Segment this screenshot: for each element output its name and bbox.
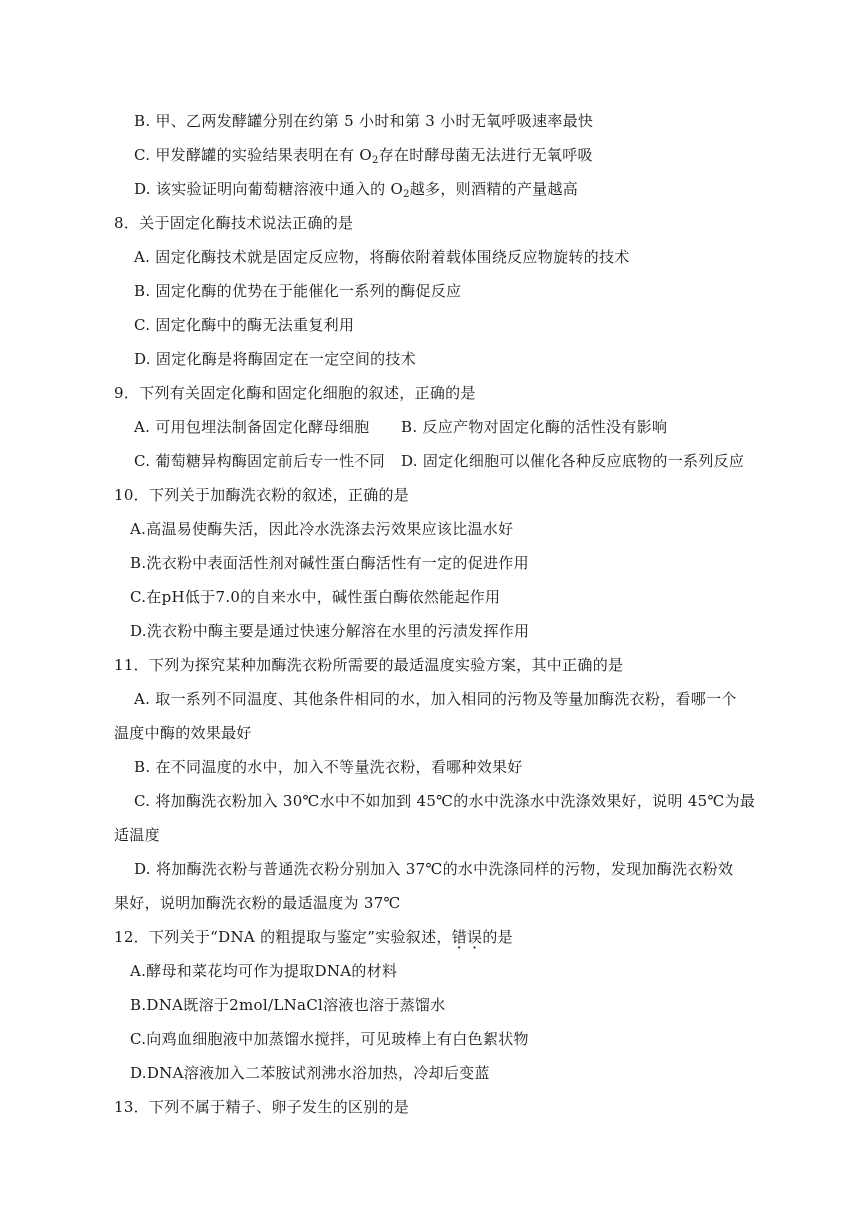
- q7c-text-pre: C. 甲发酵罐的实验结果表明在有 O: [134, 146, 372, 164]
- q10-option-c: C.在pH低于7.0的自来水中，碱性蛋白酶依然能起作用: [130, 588, 501, 606]
- q10-option-b: B.洗衣粉中表面活性剂对碱性蛋白酶活性有一定的促进作用: [130, 554, 529, 572]
- q10-stem: 10．下列关于加酶洗衣粉的叙述，正确的是: [114, 486, 410, 504]
- q13-stem: 13．下列不属于精子、卵子发生的区别的是: [114, 1098, 410, 1116]
- q12-option-d: D.DNA溶液加入二苯胺试剂沸水浴加热，冷却后变蓝: [130, 1064, 490, 1082]
- q12-stem: [114, 927, 513, 947]
- q9-option-b: B. 反应产物对固定化酶的活性没有影响: [401, 418, 668, 436]
- q10-option-a: A.高温易使酶失活，因此冷水洗涤去污效果应该比温水好: [130, 520, 514, 538]
- q9-stem: 9．下列有关固定化酶和固定化细胞的叙述，正确的是: [114, 384, 476, 402]
- q11-stem: 11．下列为探究某种加酶洗衣粉所需要的最适温度实验方案，其中正确的是: [114, 656, 624, 674]
- q12-emphasis-char-2: 误: [467, 928, 483, 946]
- q11-option-d-line2: 果好，说明加酶洗衣粉的最适温度为 37℃: [114, 894, 401, 912]
- q11-option-c-line2: 适温度: [114, 826, 160, 844]
- q11-option-b: B. 在不同温度的水中，加入不等量洗衣粉，看哪种效果好: [134, 758, 523, 776]
- q9-option-d: D. 固定化细胞可以催化各种反应底物的一系列反应: [401, 452, 745, 470]
- q8-option-c: C. 固定化酶中的酶无法重复利用: [134, 316, 355, 334]
- q7d-subscript: 2: [403, 189, 410, 200]
- q7-option-d: [134, 179, 578, 205]
- q12-stem-pre: 12．下列关于“DNA 的粗提取与鉴定”实验叙述，: [114, 928, 452, 946]
- q11-option-d-line1: D. 将加酶洗衣粉与普通洗衣粉分别加入 37℃的水中洗涤同样的污物，发现加酶洗衣粉效: [134, 860, 734, 878]
- q12-stem-post: 的是: [482, 928, 513, 946]
- q8-stem: 8．关于固定化酶技术说法正确的是: [114, 214, 354, 232]
- q12-option-a: A.酵母和菜花均可作为提取DNA的材料: [130, 962, 398, 980]
- q11-option-a-line2: 温度中酶的效果最好: [114, 724, 252, 742]
- q9-option-c: C. 葡萄糖异构酶固定前后专一性不同: [134, 452, 385, 470]
- q7d-text-post: 越多，则酒精的产量越高: [409, 180, 579, 198]
- q10-option-d: D.洗衣粉中酶主要是通过快速分解溶在水里的污渍发挥作用: [130, 622, 530, 640]
- q12-emphasis-char-1: 错: [451, 928, 467, 946]
- q7c-text-post: 存在时酵母菌无法进行无氧呼吸: [378, 146, 593, 164]
- q7-option-b: B. 甲、乙两发酵罐分别在约第 5 小时和第 3 小时无氧呼吸速率最快: [134, 112, 594, 130]
- q7-option-c: [134, 145, 593, 171]
- q8-option-d: D. 固定化酶是将酶固定在一定空间的技术: [134, 350, 417, 368]
- q11-option-c-line1: C. 将加酶洗衣粉加入 30℃水中不如加到 45℃的水中洗涤水中洗涤效果好，说明 45℃为最: [134, 792, 756, 810]
- q7c-subscript: 2: [371, 155, 379, 166]
- q11-option-a-line1: A. 取一系列不同温度、其他条件相同的水，加入相同的污物及等量加酶洗衣粉，看哪一个: [134, 690, 737, 708]
- q7d-text-pre: D. 该实验证明向葡萄糖溶液中通入的 O: [134, 180, 404, 198]
- q8-option-b: B. 固定化酶的优势在于能催化一系列的酶促反应: [134, 282, 462, 300]
- q9-option-a: A. 可用包埋法制备固定化酵母细胞: [134, 418, 370, 436]
- q12-option-b: B.DNA既溶于2mol/LNaCl溶液也溶于蒸馏水: [130, 996, 446, 1014]
- q12-option-c: C.向鸡血细胞液中加蒸馏水搅拌，可见玻棒上有白色絮状物: [130, 1030, 529, 1048]
- q8-option-a: A. 固定化酶技术就是固定反应物，将酶依附着载体围绕反应物旋转的技术: [134, 248, 630, 266]
